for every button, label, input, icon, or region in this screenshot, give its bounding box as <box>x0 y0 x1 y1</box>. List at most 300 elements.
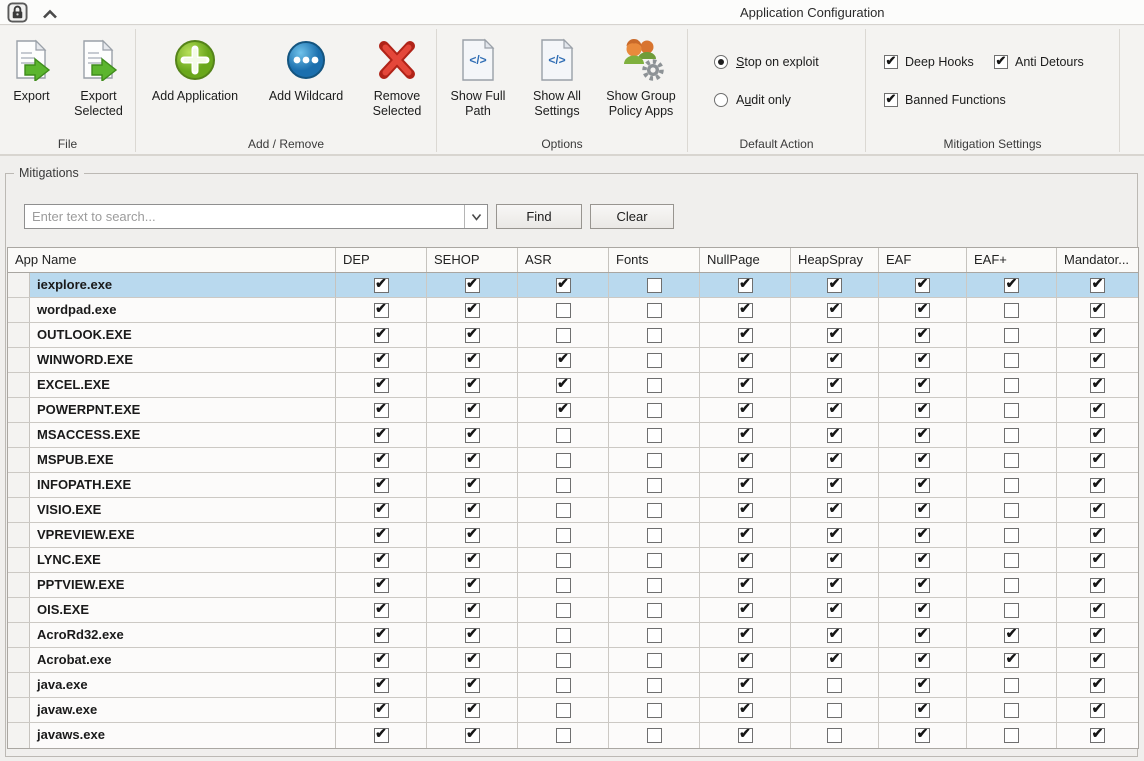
column-header-nullpage[interactable]: NullPage <box>700 248 791 272</box>
mitigation-checkbox[interactable] <box>915 524 930 543</box>
row-selector[interactable] <box>8 523 30 547</box>
radio-row-stop-on-exploit[interactable] <box>714 55 819 69</box>
mitigation-checkbox[interactable] <box>647 503 662 518</box>
mitigation-checkbox[interactable] <box>915 374 930 393</box>
mitigation-checkbox[interactable] <box>374 599 389 618</box>
mitigation-checkbox[interactable] <box>915 549 930 568</box>
mitigation-checkbox[interactable] <box>556 553 571 568</box>
mitigation-checkbox[interactable] <box>374 349 389 368</box>
mitigation-checkbox[interactable] <box>556 453 571 468</box>
mitigation-checkbox[interactable] <box>827 299 842 318</box>
mitigation-cell <box>336 273 427 297</box>
mitigation-checkbox[interactable] <box>465 599 480 618</box>
column-header-heapspray[interactable]: HeapSpray <box>791 248 879 272</box>
mitigation-checkbox[interactable] <box>915 674 930 693</box>
mitigation-cell <box>700 648 791 672</box>
row-selector[interactable] <box>8 623 30 647</box>
checkbox-anti-detours[interactable] <box>994 52 1008 69</box>
mitigation-checkbox[interactable] <box>1090 299 1105 318</box>
mitigation-checkbox[interactable] <box>1004 328 1019 343</box>
mitigation-checkbox[interactable] <box>465 649 480 668</box>
mitigation-checkbox[interactable] <box>647 603 662 618</box>
mitigation-checkbox[interactable] <box>374 324 389 343</box>
mitigation-checkbox[interactable] <box>647 328 662 343</box>
mitigation-checkbox[interactable] <box>374 725 389 743</box>
mitigation-checkbox[interactable] <box>374 374 389 393</box>
table-row[interactable] <box>8 723 1138 748</box>
add-wildcard-button[interactable] <box>254 31 358 104</box>
checkmark-icon: ✔ <box>916 349 929 366</box>
mitigation-checkbox[interactable] <box>827 624 842 643</box>
mitigation-cell <box>336 623 427 647</box>
mitigation-checkbox[interactable] <box>647 403 662 418</box>
mitigation-checkbox[interactable] <box>1004 378 1019 393</box>
mitigation-checkbox[interactable] <box>827 424 842 443</box>
checkmark-icon: ✔ <box>885 52 897 68</box>
mitigation-checkbox[interactable] <box>647 378 662 393</box>
mitigation-checkbox[interactable] <box>647 628 662 643</box>
dropdown-arrow-icon[interactable] <box>464 205 487 228</box>
app-name-cell[interactable]: javaws.exe <box>30 723 336 748</box>
table-row[interactable] <box>8 398 1138 423</box>
mitigation-checkbox[interactable] <box>647 653 662 668</box>
mitigation-checkbox[interactable] <box>647 428 662 443</box>
mitigation-checkbox[interactable] <box>827 274 842 293</box>
row-selector[interactable] <box>8 398 30 422</box>
show-full-path-button[interactable] <box>438 31 518 119</box>
mitigation-checkbox[interactable] <box>1090 424 1105 443</box>
mitigation-checkbox[interactable] <box>647 278 662 293</box>
checkmark-icon: ✔ <box>1091 374 1104 391</box>
mitigation-checkbox[interactable] <box>1004 703 1019 718</box>
app-name-cell[interactable]: javaw.exe <box>30 698 336 722</box>
row-selector[interactable] <box>8 348 30 372</box>
row-selector[interactable] <box>8 373 30 397</box>
mitigation-checkbox[interactable] <box>827 524 842 543</box>
mitigation-checkbox[interactable] <box>1090 449 1105 468</box>
mitigation-checkbox[interactable] <box>465 524 480 543</box>
mitigation-checkbox[interactable] <box>738 549 753 568</box>
mitigation-checkbox[interactable] <box>827 474 842 493</box>
mitigation-checkbox[interactable] <box>1090 399 1105 418</box>
row-selector[interactable] <box>8 648 30 672</box>
checkmark-icon: ✔ <box>828 299 841 316</box>
mitigation-checkbox[interactable] <box>465 624 480 643</box>
mitigation-checkbox[interactable] <box>556 703 571 718</box>
mitigation-checkbox[interactable] <box>556 428 571 443</box>
mitigation-checkbox[interactable] <box>1090 274 1105 293</box>
table-row[interactable] <box>8 698 1138 723</box>
mitigation-checkbox[interactable] <box>915 274 930 293</box>
checkmark-icon: ✔ <box>828 374 841 391</box>
mitigation-checkbox[interactable] <box>647 303 662 318</box>
mitigation-cell <box>879 573 967 597</box>
mitigation-checkbox[interactable] <box>1090 549 1105 568</box>
column-header-eaf[interactable]: EAF <box>879 248 967 272</box>
mitigation-cell <box>427 598 518 622</box>
mitigation-checkbox[interactable] <box>647 478 662 493</box>
mitigation-checkbox[interactable] <box>738 674 753 693</box>
mitigation-checkbox[interactable] <box>1004 478 1019 493</box>
table-row[interactable] <box>8 373 1138 398</box>
show-group-policy-apps-button[interactable] <box>596 31 686 119</box>
table-row[interactable] <box>8 673 1138 698</box>
mitigation-checkbox[interactable] <box>738 725 753 743</box>
row-selector[interactable] <box>8 273 30 297</box>
mitigation-checkbox[interactable] <box>556 503 571 518</box>
mitigation-checkbox[interactable] <box>465 274 480 293</box>
table-row[interactable] <box>8 323 1138 348</box>
remove-selected-label: Remove Selected <box>372 89 422 118</box>
mitigation-checkbox[interactable] <box>556 374 571 393</box>
radio-row-audit-only[interactable] <box>714 93 791 107</box>
chevron-up-icon[interactable] <box>42 7 58 25</box>
mitigation-checkbox[interactable] <box>556 603 571 618</box>
app-name-cell[interactable]: wordpad.exe <box>30 298 336 322</box>
mitigation-checkbox[interactable] <box>1004 403 1019 418</box>
table-row[interactable] <box>8 498 1138 523</box>
mitigation-checkbox[interactable] <box>374 474 389 493</box>
app-name-cell[interactable]: iexplore.exe <box>30 273 336 297</box>
table-row[interactable] <box>8 298 1138 323</box>
mitigation-cell <box>518 698 609 722</box>
mitigation-checkbox[interactable] <box>738 299 753 318</box>
mitigation-checkbox[interactable] <box>1090 599 1105 618</box>
mitigation-checkbox[interactable] <box>374 524 389 543</box>
mitigation-checkbox[interactable] <box>827 324 842 343</box>
mitigation-checkbox[interactable] <box>738 499 753 518</box>
mitigation-checkbox[interactable] <box>1004 528 1019 543</box>
mitigation-checkbox[interactable] <box>915 299 930 318</box>
row-selector[interactable] <box>8 548 30 572</box>
mitigation-checkbox[interactable] <box>1090 499 1105 518</box>
table-row[interactable] <box>8 523 1138 548</box>
mitigation-checkbox[interactable] <box>1004 578 1019 593</box>
app-name-cell[interactable]: EXCEL.EXE <box>30 373 336 397</box>
mitigation-checkbox[interactable] <box>1090 374 1105 393</box>
add-application-button[interactable] <box>136 31 254 104</box>
row-selector[interactable] <box>8 673 30 697</box>
mitigation-checkbox[interactable] <box>738 474 753 493</box>
mitigation-checkbox[interactable] <box>1090 649 1105 668</box>
mitigation-checkbox[interactable] <box>1090 725 1105 743</box>
table-row[interactable] <box>8 548 1138 573</box>
mitigation-checkbox[interactable] <box>915 324 930 343</box>
mitigation-checkbox[interactable] <box>647 728 662 743</box>
mitigation-checkbox[interactable] <box>556 274 571 293</box>
mitigation-checkbox[interactable] <box>465 574 480 593</box>
mitigation-checkbox[interactable] <box>738 599 753 618</box>
mitigation-checkbox[interactable] <box>738 274 753 293</box>
mitigation-checkbox[interactable] <box>915 725 930 743</box>
app-name-cell[interactable]: MSPUB.EXE <box>30 448 336 472</box>
checkmark-icon: ✔ <box>1091 324 1104 341</box>
checkmark-icon: ✔ <box>375 274 387 291</box>
table-row[interactable] <box>8 648 1138 673</box>
mitigation-checkbox[interactable] <box>374 499 389 518</box>
mitigation-checkbox[interactable] <box>1090 574 1105 593</box>
mitigation-checkbox[interactable] <box>1004 649 1019 668</box>
mitigation-checkbox[interactable] <box>556 578 571 593</box>
column-header-dep[interactable]: DEP <box>336 248 427 272</box>
mitigation-checkbox[interactable] <box>738 699 753 718</box>
row-selector[interactable] <box>8 423 30 447</box>
column-header-eaf+[interactable]: EAF+ <box>967 248 1057 272</box>
checkmark-icon: ✔ <box>916 474 929 491</box>
mitigation-checkbox[interactable] <box>647 578 662 593</box>
mitigation-checkbox[interactable] <box>556 303 571 318</box>
checkbox-banned-functions[interactable] <box>884 90 898 107</box>
table-row[interactable] <box>8 623 1138 648</box>
table-row[interactable] <box>8 423 1138 448</box>
mitigation-checkbox[interactable] <box>647 528 662 543</box>
mitigation-checkbox[interactable] <box>738 349 753 368</box>
mitigation-checkbox[interactable] <box>1004 353 1019 368</box>
mitigation-checkbox[interactable] <box>827 549 842 568</box>
mitigation-checkbox[interactable] <box>374 424 389 443</box>
mitigation-cell <box>1057 273 1138 297</box>
mitigation-checkbox[interactable] <box>1004 274 1019 293</box>
mitigation-checkbox[interactable] <box>915 574 930 593</box>
mitigation-cell <box>700 573 791 597</box>
mitigation-checkbox[interactable] <box>827 499 842 518</box>
mitigation-checkbox[interactable] <box>915 449 930 468</box>
mitigation-checkbox[interactable] <box>915 649 930 668</box>
mitigation-checkbox[interactable] <box>738 424 753 443</box>
mitigation-checkbox[interactable] <box>465 399 480 418</box>
app-name-cell[interactable]: java.exe <box>30 673 336 697</box>
row-selector[interactable] <box>8 298 30 322</box>
radio-stop-on-exploit[interactable] <box>714 55 728 69</box>
mitigation-checkbox[interactable] <box>1004 553 1019 568</box>
mitigation-checkbox[interactable] <box>738 449 753 468</box>
checkmark-icon: ✔ <box>557 349 569 366</box>
mitigation-checkbox[interactable] <box>647 353 662 368</box>
mitigation-checkbox[interactable] <box>915 624 930 643</box>
mitigation-checkbox[interactable] <box>915 349 930 368</box>
row-selector[interactable] <box>8 498 30 522</box>
row-selector[interactable] <box>8 573 30 597</box>
mitigation-cell <box>1057 598 1138 622</box>
checkmark-icon: ✔ <box>375 374 387 391</box>
mitigation-checkbox[interactable] <box>915 499 930 518</box>
mitigation-checkbox[interactable] <box>827 728 842 743</box>
mitigation-checkbox[interactable] <box>827 399 842 418</box>
mitigation-checkbox[interactable] <box>1090 674 1105 693</box>
mitigation-checkbox[interactable] <box>374 449 389 468</box>
mitigation-checkbox[interactable] <box>465 549 480 568</box>
mitigation-checkbox[interactable] <box>1004 624 1019 643</box>
app-name-cell[interactable]: AcroRd32.exe <box>30 623 336 647</box>
app-name-cell[interactable]: INFOPATH.EXE <box>30 473 336 497</box>
show-all-settings-button[interactable] <box>518 31 596 119</box>
export-selected-icon <box>79 31 119 89</box>
table-row[interactable] <box>8 273 1138 298</box>
mitigation-cell <box>609 548 700 572</box>
export-selected-button[interactable] <box>63 31 135 119</box>
mitigation-checkbox[interactable] <box>1090 624 1105 643</box>
remove-selected-button[interactable] <box>358 31 436 119</box>
mitigation-checkbox[interactable] <box>556 349 571 368</box>
mitigation-checkbox[interactable] <box>465 299 480 318</box>
mitigation-checkbox[interactable] <box>827 678 842 693</box>
mitigation-checkbox[interactable] <box>1004 428 1019 443</box>
mitigation-checkbox[interactable] <box>915 699 930 718</box>
mitigation-checkbox[interactable] <box>827 449 842 468</box>
table-row[interactable] <box>8 473 1138 498</box>
checkmark-icon: ✔ <box>916 399 929 416</box>
mitigation-checkbox[interactable] <box>738 574 753 593</box>
app-name-cell[interactable]: OIS.EXE <box>30 598 336 622</box>
mitigation-cell <box>609 423 700 447</box>
mitigation-checkbox[interactable] <box>374 649 389 668</box>
mitigation-checkbox[interactable] <box>1004 603 1019 618</box>
checkbox-deep-hooks[interactable] <box>884 52 898 69</box>
mitigation-checkbox[interactable] <box>738 399 753 418</box>
mitigation-checkbox[interactable] <box>374 549 389 568</box>
mitigation-checkbox[interactable] <box>374 674 389 693</box>
mitigation-checkbox[interactable] <box>1004 303 1019 318</box>
mitigation-checkbox[interactable] <box>827 703 842 718</box>
checkmark-icon: ✔ <box>739 299 751 316</box>
mitigation-cell <box>967 598 1057 622</box>
mitigation-checkbox[interactable] <box>465 699 480 718</box>
app-name-cell[interactable]: POWERPNT.EXE <box>30 398 336 422</box>
row-selector[interactable] <box>8 698 30 722</box>
column-header-asr[interactable]: ASR <box>518 248 609 272</box>
row-selector[interactable] <box>8 723 30 748</box>
mitigation-checkbox[interactable] <box>465 449 480 468</box>
mitigation-checkbox[interactable] <box>1090 699 1105 718</box>
app-name-cell[interactable]: Acrobat.exe <box>30 648 336 672</box>
checkbox-row-deep-hooks[interactable] <box>884 52 974 69</box>
mitigation-checkbox[interactable] <box>1090 349 1105 368</box>
app-name-cell[interactable]: OUTLOOK.EXE <box>30 323 336 347</box>
app-name-cell[interactable]: VPREVIEW.EXE <box>30 523 336 547</box>
mitigation-checkbox[interactable] <box>556 528 571 543</box>
checkmark-icon: ✔ <box>828 549 841 566</box>
checkbox-row-banned-functions[interactable] <box>884 90 1006 107</box>
mitigation-checkbox[interactable] <box>465 349 480 368</box>
mitigation-cell <box>1057 648 1138 672</box>
mitigation-cell <box>427 573 518 597</box>
mitigation-checkbox[interactable] <box>556 328 571 343</box>
mitigation-checkbox[interactable] <box>465 499 480 518</box>
mitigation-checkbox[interactable] <box>465 725 480 743</box>
find-button[interactable]: Find <box>496 204 582 229</box>
table-row[interactable] <box>8 573 1138 598</box>
table-row[interactable] <box>8 598 1138 623</box>
checkmark-icon: ✔ <box>557 274 569 291</box>
row-selector[interactable] <box>8 323 30 347</box>
mitigation-checkbox[interactable] <box>738 649 753 668</box>
app-name-cell[interactable]: MSACCESS.EXE <box>30 423 336 447</box>
mitigation-cell <box>1057 498 1138 522</box>
mitigation-checkbox[interactable] <box>915 599 930 618</box>
mitigation-checkbox[interactable] <box>1004 678 1019 693</box>
mitigation-cell <box>967 648 1057 672</box>
mitigation-checkbox[interactable] <box>647 453 662 468</box>
table-row[interactable] <box>8 448 1138 473</box>
search-input[interactable] <box>24 204 488 229</box>
checkmark-icon: ✔ <box>466 699 478 716</box>
column-header-fonts[interactable]: Fonts <box>609 248 700 272</box>
mitigation-checkbox[interactable] <box>1004 453 1019 468</box>
mitigation-checkbox[interactable] <box>647 678 662 693</box>
mitigation-checkbox[interactable] <box>1004 728 1019 743</box>
app-name-cell[interactable]: PPTVIEW.EXE <box>30 573 336 597</box>
mitigation-checkbox[interactable] <box>647 553 662 568</box>
mitigation-checkbox[interactable] <box>465 374 480 393</box>
mitigation-checkbox[interactable] <box>1090 524 1105 543</box>
mitigation-checkbox[interactable] <box>1090 474 1105 493</box>
mitigation-checkbox[interactable] <box>374 299 389 318</box>
mitigation-checkbox[interactable] <box>374 574 389 593</box>
column-header-mandator[interactable]: Mandator... <box>1064 252 1130 267</box>
row-selector[interactable] <box>8 473 30 497</box>
mitigation-checkbox[interactable] <box>738 624 753 643</box>
mitigation-checkbox[interactable] <box>738 324 753 343</box>
mitigation-checkbox[interactable] <box>556 678 571 693</box>
mitigation-checkbox[interactable] <box>556 399 571 418</box>
mitigation-checkbox[interactable] <box>1004 503 1019 518</box>
row-selector[interactable] <box>8 598 30 622</box>
mitigation-checkbox[interactable] <box>827 349 842 368</box>
mitigation-checkbox[interactable] <box>915 474 930 493</box>
mitigation-checkbox[interactable] <box>374 699 389 718</box>
mitigation-checkbox[interactable] <box>827 649 842 668</box>
app-name-cell[interactable]: WINWORD.EXE <box>30 348 336 372</box>
mitigation-checkbox[interactable] <box>827 374 842 393</box>
mitigation-checkbox[interactable] <box>374 274 389 293</box>
radio-audit-only[interactable] <box>714 93 728 107</box>
column-header-app-name[interactable]: App Name <box>8 248 336 272</box>
mitigation-checkbox[interactable] <box>465 424 480 443</box>
app-name-cell[interactable]: VISIO.EXE <box>30 498 336 522</box>
mitigation-checkbox[interactable] <box>827 599 842 618</box>
export-button[interactable] <box>1 31 63 104</box>
mitigation-checkbox[interactable] <box>647 703 662 718</box>
column-header-sehop[interactable]: SEHOP <box>427 248 518 272</box>
mitigation-cell <box>791 623 879 647</box>
app-name-cell[interactable]: LYNC.EXE <box>30 548 336 572</box>
mitigation-checkbox[interactable] <box>374 399 389 418</box>
mitigation-checkbox[interactable] <box>374 624 389 643</box>
checkmark-icon: ✔ <box>1091 599 1104 616</box>
mitigation-checkbox[interactable] <box>556 728 571 743</box>
mitigation-checkbox[interactable] <box>556 478 571 493</box>
mitigation-checkbox[interactable] <box>465 324 480 343</box>
checkmark-icon: ✔ <box>739 725 751 741</box>
row-selector[interactable] <box>8 448 30 472</box>
mitigation-checkbox[interactable] <box>738 374 753 393</box>
checkmark-icon: ✔ <box>995 52 1007 68</box>
mitigation-checkbox[interactable] <box>738 524 753 543</box>
mitigation-checkbox[interactable] <box>915 399 930 418</box>
mitigation-checkbox[interactable] <box>465 674 480 693</box>
mitigation-checkbox[interactable] <box>1090 324 1105 343</box>
mitigation-checkbox[interactable] <box>915 424 930 443</box>
clear-button[interactable]: Clear <box>590 204 674 229</box>
mitigation-checkbox[interactable] <box>827 574 842 593</box>
checkmark-icon: ✔ <box>828 649 841 666</box>
checkbox-row-anti-detours[interactable] <box>994 52 1084 69</box>
table-row[interactable] <box>8 348 1138 373</box>
mitigation-checkbox[interactable] <box>465 474 480 493</box>
mitigation-checkbox[interactable] <box>556 628 571 643</box>
mitigation-cell <box>518 723 609 748</box>
mitigation-checkbox[interactable] <box>556 653 571 668</box>
